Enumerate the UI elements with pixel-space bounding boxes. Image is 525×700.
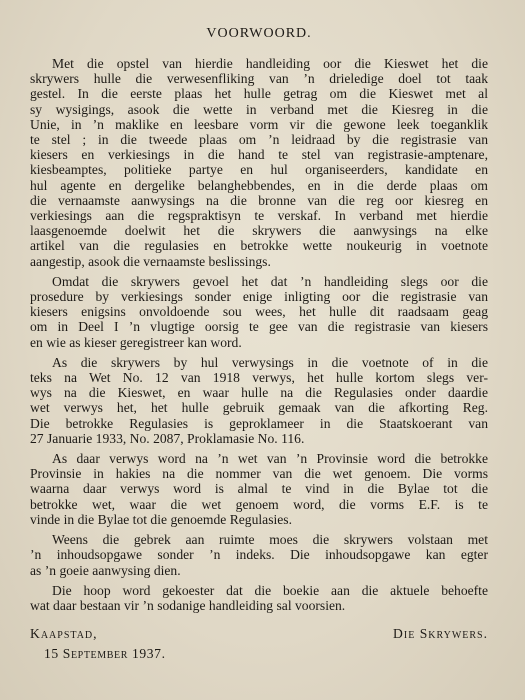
text-line: waarna daar verwys word is almal te vind in die Bylae tot die: [30, 481, 488, 497]
closing-place: Kaapstad,: [30, 626, 98, 642]
text-line: Die hoop word gekoester dat die boekie aan die aktuele behoefte: [52, 582, 488, 598]
text-line: wet verwys het, het hulle gebruik gemaak van die afkorting Reg.: [30, 400, 488, 416]
text-line: hul agente en dergelike belanghebbendes, en in die derde plaas om: [30, 177, 488, 193]
text-line: vinde in die Bylae tot die genoemde Regulasies.: [30, 511, 292, 527]
text-line: 27 Januarie 1933, No. 2087, Proklamasie No. 116.: [30, 430, 305, 446]
text-line: wys na die Kieswet, en waar hulle na die Regulasies onder daardie: [30, 385, 488, 401]
paragraph: [30, 355, 488, 446]
text-line: aangestip, asook die vernaamste beslissings.: [30, 253, 271, 269]
text-line: kiesers en verkiesings in die hand te stel van registrasie-amptenare,: [30, 147, 488, 163]
text-line: kiesbeamptes, politieke partye en hul organiseerders, kandidate en: [30, 162, 488, 178]
closing-date: 15 September 1937.: [44, 646, 166, 662]
paragraph: [30, 532, 488, 578]
text-line: prosedure by verkiesings sonder enige inligting oor die registrasie van: [30, 289, 488, 305]
text-line: gestel. In die eerste plaas het hulle getrag om die Kieswet met al: [30, 86, 488, 102]
text-line: te stel ; in die tweede plaas om ’n leidraad by die registrasie van: [30, 132, 488, 148]
text-line: Weens die gebrek aan ruimte moes die skrywers volstaan met: [52, 532, 488, 548]
page-title: VOORWOORD.: [206, 26, 312, 41]
text-line: As die skrywers by hul verwysings in die voetnote of in die: [52, 354, 488, 370]
document-page: [30, 22, 488, 665]
text-line: Omdat die skrywers gevoel het dat ’n handleiding slegs oor die: [52, 273, 488, 289]
preface-body: [30, 56, 488, 613]
paragraph: [30, 583, 488, 613]
text-line: laasgenoemde doelwit het die skrywers die aanwysings na elke: [30, 223, 488, 239]
text-line: teks na Wet No. 12 van 1918 verwys, het hulle kortom slegs ver-: [30, 370, 488, 386]
text-line: As daar verwys word na ’n wet van ’n Provinsie word die betrokke: [52, 451, 488, 467]
text-line: die vernaamste aanwysings na die bronne van die reg oor kiesreg en: [30, 192, 488, 208]
text-line: as ’n goeie aanwysing dien.: [30, 562, 181, 578]
text-line: kiesers enigsins onvoldoende sou wees, het hulle dit raadsaam geag: [30, 304, 488, 320]
text-line: Die betrokke Regulasies is geproklameer in die Staatskoerant van: [30, 415, 488, 431]
closing-block: [30, 625, 488, 665]
paragraph: [30, 274, 488, 350]
paragraph: [30, 451, 488, 527]
text-line: Unie, in ’n maklike en leesbare vorm vir die gewone leek toeganklik: [30, 116, 488, 132]
closing-authors: Die Skrywers.: [393, 626, 488, 642]
text-line: skrywers hulle die verwesenfliking van ’n drieledige doel tot taak: [30, 71, 488, 87]
text-line: en wie as kieser geregistreer kan word.: [30, 334, 242, 350]
text-line: ’n inhoudsopgawe sonder ’n indeks. Die inhoudsopgawe kan egter: [30, 547, 488, 563]
text-line: Met die opstel van hierdie handleiding oor die Kieswet het die: [52, 56, 488, 71]
text-line: betrokke wet, waar die wet genoem word, die vorms E.F. is te: [30, 496, 488, 512]
text-line: wat daar bestaan vir ’n sodanige handleiding sal voorsien.: [30, 597, 346, 613]
text-line: Provinsie in hakies na die nommer van die wet genoem. Die vorms: [30, 466, 488, 482]
text-line: om in Deel I ’n vlugtige oorsig te gee van die registrasie van kiesers: [30, 319, 488, 335]
text-line: artikel van die regulasies en betrokke wette noukeurig in voetnote: [30, 238, 488, 254]
text-line: sy wysigings, asook die wette in verband met die Kiesreg in die: [30, 101, 488, 117]
text-line: verkiesings aan die regspraktisyn te verskaf. In verband met hierdie: [30, 208, 488, 224]
paragraph: [30, 56, 488, 269]
